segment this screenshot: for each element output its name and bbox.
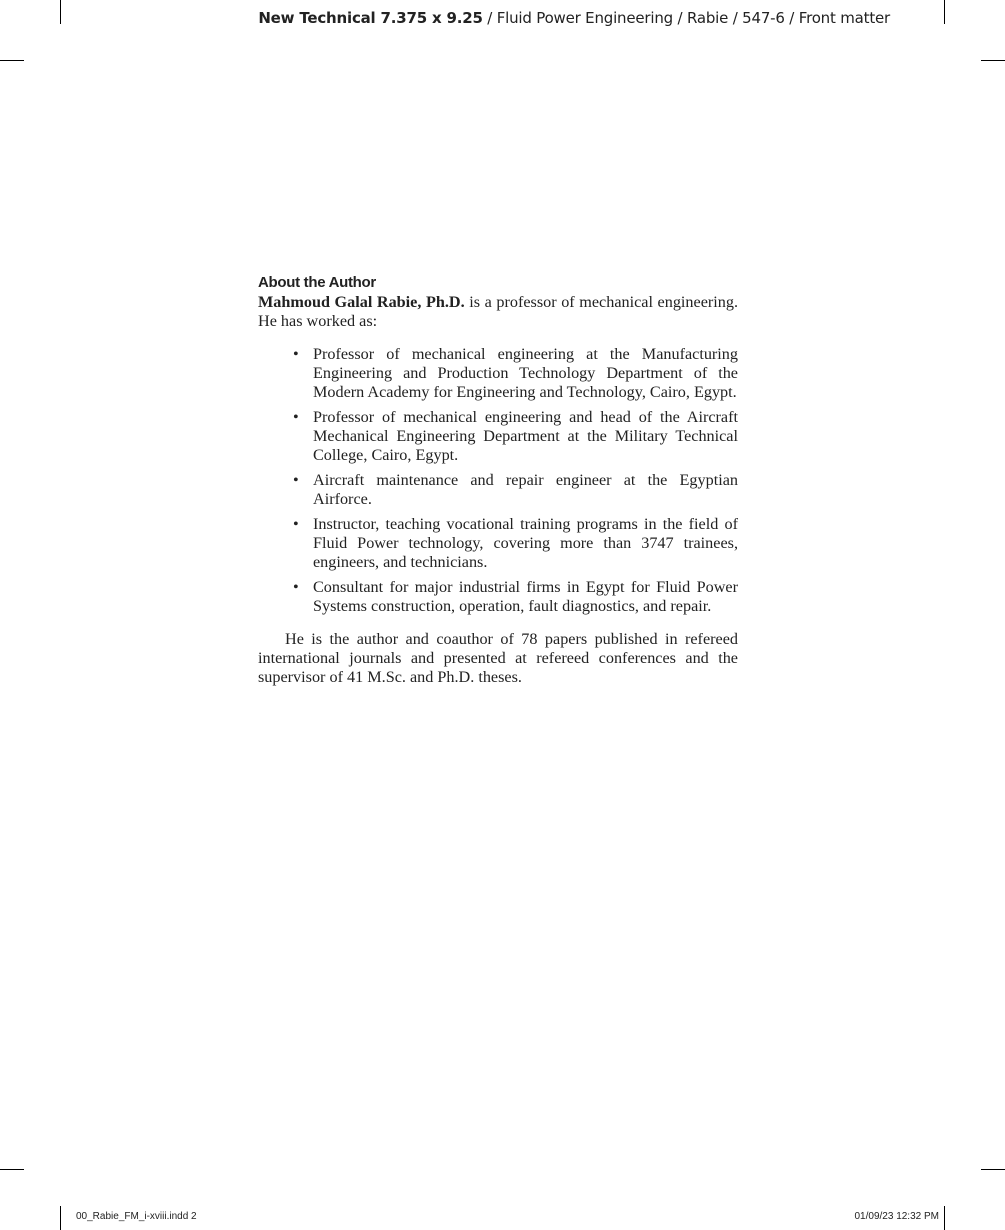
crop-mark-bottom-left-vertical bbox=[60, 1206, 61, 1230]
intro-text: is a professor of mechanical engineering. He has worked as: bbox=[258, 293, 738, 330]
crop-mark-top-right-horizontal bbox=[981, 60, 1005, 61]
list-item-text: Professor of mechanical engineering and head of the Aircraft Mechanical Engineering Department at the Military Technical College, Cairo, Egypt. bbox=[313, 408, 738, 464]
section-heading: About the Author bbox=[258, 274, 376, 291]
roles-list bbox=[258, 345, 738, 616]
slug-file-name: 00_Rabie_FM_i-xviii.indd 2 bbox=[76, 1211, 197, 1222]
list-item-text: Aircraft maintenance and repair engineer at the Egyptian Airforce. bbox=[313, 471, 738, 508]
bullet-icon: • bbox=[293, 515, 299, 533]
crop-mark-bottom-right-vertical bbox=[944, 1206, 945, 1230]
crop-mark-bottom-right-horizontal bbox=[981, 1169, 1005, 1170]
bullet-icon: • bbox=[293, 408, 299, 426]
list-item bbox=[293, 578, 738, 616]
about-author-section bbox=[258, 273, 738, 687]
closing-paragraph: He is the author and coauthor of 78 papers published in refereed international journals and presented at refereed conferences and the supervisor of 41 M.Sc. and Ph.D. theses. bbox=[258, 630, 738, 686]
bullet-icon: • bbox=[293, 578, 299, 596]
intro-paragraph bbox=[258, 293, 738, 331]
list-item-text: Instructor, teaching vocational training programs in the field of Fluid Power technology, covering more than 3747 trainees, engineers, and technicians. bbox=[313, 515, 738, 571]
bullet-icon: • bbox=[293, 345, 299, 363]
list-item bbox=[293, 515, 738, 572]
list-item-text: Consultant for major industrial firms in Egypt for Fluid Power Systems construction, operation, fault diagnostics, and repair. bbox=[313, 578, 738, 615]
header-details: / Fluid Power Engineering / Rabie / 547-6 / Front matter bbox=[482, 9, 890, 27]
crop-mark-top-left-vertical bbox=[60, 0, 61, 24]
list-item bbox=[293, 345, 738, 402]
list-item-text: Professor of mechanical engineering at the Manufacturing Engineering and Production Technology Department of the Modern Academy for Engineering and Technology, Cairo, Egypt. bbox=[313, 345, 738, 401]
bullet-icon: • bbox=[293, 471, 299, 489]
header-series: New Technical 7.375 x 9.25 bbox=[258, 9, 483, 27]
author-name: Mahmoud Galal Rabie, Ph.D. bbox=[258, 293, 465, 311]
crop-mark-bottom-left-horizontal bbox=[0, 1169, 24, 1170]
crop-mark-top-left-horizontal bbox=[0, 60, 24, 61]
running-header bbox=[258, 9, 890, 27]
list-item bbox=[293, 408, 738, 465]
list-item bbox=[293, 471, 738, 509]
crop-mark-top-right-vertical bbox=[944, 0, 945, 24]
slug-timestamp: 01/09/23 12:32 PM bbox=[854, 1211, 939, 1222]
